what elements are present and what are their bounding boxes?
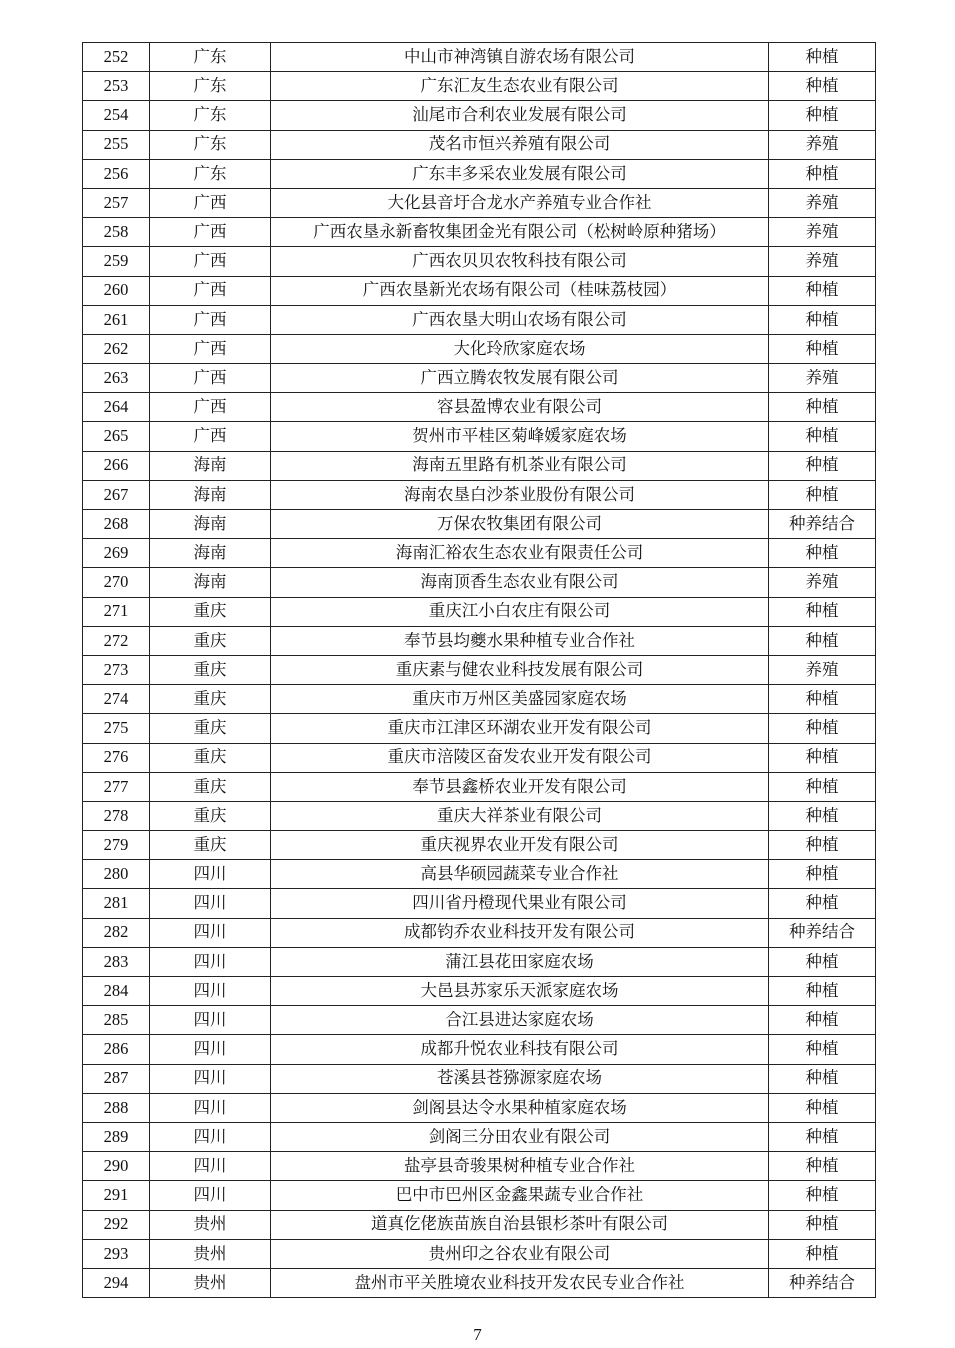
enterprise-name-cell: 巴中市巴州区金鑫果蔬专业合作社 (271, 1181, 769, 1210)
enterprise-name-cell: 奉节县均夔水果种植专业合作社 (271, 626, 769, 655)
row-number: 290 (83, 1152, 150, 1181)
row-number: 280 (83, 860, 150, 889)
category-cell: 养殖 (769, 218, 876, 247)
province-cell: 四川 (150, 1181, 271, 1210)
category-cell: 种植 (769, 1181, 876, 1210)
category-cell: 种植 (769, 1064, 876, 1093)
enterprise-name-cell: 贵州印之谷农业有限公司 (271, 1239, 769, 1268)
category-cell: 种植 (769, 1093, 876, 1122)
category-cell: 种植 (769, 1210, 876, 1239)
province-cell: 重庆 (150, 831, 271, 860)
enterprise-name-cell: 剑阁县达令水果种植家庭农场 (271, 1093, 769, 1122)
enterprise-name-cell: 中山市神湾镇自游农场有限公司 (271, 43, 769, 72)
table-row (83, 1035, 876, 1064)
row-number: 256 (83, 159, 150, 188)
enterprise-name-cell: 蒲江县花田家庭农场 (271, 947, 769, 976)
row-number: 253 (83, 72, 150, 101)
category-cell: 种植 (769, 947, 876, 976)
table-row (83, 1064, 876, 1093)
province-cell: 广东 (150, 72, 271, 101)
row-number: 262 (83, 334, 150, 363)
table-row (83, 72, 876, 101)
category-cell: 种植 (769, 1152, 876, 1181)
category-cell: 种植 (769, 539, 876, 568)
table-row (83, 451, 876, 480)
row-number: 272 (83, 626, 150, 655)
row-number: 257 (83, 188, 150, 217)
province-cell: 重庆 (150, 597, 271, 626)
enterprise-name-cell: 盐亭县奇骏果树种植专业合作社 (271, 1152, 769, 1181)
table-row (83, 218, 876, 247)
table-row (83, 480, 876, 509)
table-row (83, 276, 876, 305)
table-row (83, 568, 876, 597)
enterprise-name-cell: 汕尾市合利农业发展有限公司 (271, 101, 769, 130)
row-number: 293 (83, 1239, 150, 1268)
table-row (83, 247, 876, 276)
row-number: 286 (83, 1035, 150, 1064)
enterprise-name-cell: 海南农垦白沙茶业股份有限公司 (271, 480, 769, 509)
enterprise-name-cell: 重庆市涪陵区奋发农业开发有限公司 (271, 743, 769, 772)
category-cell: 养殖 (769, 188, 876, 217)
row-number: 259 (83, 247, 150, 276)
province-cell: 重庆 (150, 743, 271, 772)
province-cell: 海南 (150, 510, 271, 539)
row-number: 287 (83, 1064, 150, 1093)
category-cell: 种植 (769, 334, 876, 363)
enterprise-name-cell: 成都钧乔农业科技开发有限公司 (271, 918, 769, 947)
province-cell: 重庆 (150, 772, 271, 801)
category-cell: 种植 (769, 597, 876, 626)
province-cell: 贵州 (150, 1239, 271, 1268)
enterprise-name-cell: 海南汇裕农生态农业有限责任公司 (271, 539, 769, 568)
category-cell: 种植 (769, 43, 876, 72)
row-number: 277 (83, 772, 150, 801)
row-number: 289 (83, 1122, 150, 1151)
row-number: 260 (83, 276, 150, 305)
row-number: 271 (83, 597, 150, 626)
enterprise-name-cell: 广东丰多采农业发展有限公司 (271, 159, 769, 188)
province-cell: 四川 (150, 860, 271, 889)
category-cell: 种植 (769, 743, 876, 772)
enterprise-name-cell: 盘州市平关胜境农业科技开发农民专业合作社 (271, 1268, 769, 1297)
category-cell: 种植 (769, 159, 876, 188)
table-row (83, 772, 876, 801)
table-body (83, 43, 876, 1298)
row-number: 252 (83, 43, 150, 72)
province-cell: 海南 (150, 451, 271, 480)
province-cell: 广西 (150, 334, 271, 363)
category-cell: 种植 (769, 714, 876, 743)
category-cell: 养殖 (769, 130, 876, 159)
province-cell: 广西 (150, 188, 271, 217)
row-number: 270 (83, 568, 150, 597)
enterprise-name-cell: 海南五里路有机茶业有限公司 (271, 451, 769, 480)
category-cell: 种植 (769, 101, 876, 130)
table-row (83, 393, 876, 422)
table-row (83, 860, 876, 889)
category-cell: 种植 (769, 860, 876, 889)
category-cell: 种植 (769, 451, 876, 480)
category-cell: 种植 (769, 831, 876, 860)
enterprise-list-table (82, 42, 876, 1298)
enterprise-name-cell: 合江县进达家庭农场 (271, 1006, 769, 1035)
enterprise-name-cell: 广东汇友生态农业有限公司 (271, 72, 769, 101)
table-row (83, 159, 876, 188)
table-row (83, 510, 876, 539)
enterprise-name-cell: 成都升悦农业科技有限公司 (271, 1035, 769, 1064)
table-row (83, 947, 876, 976)
row-number: 278 (83, 801, 150, 830)
enterprise-name-cell: 大邑县苏家乐天派家庭农场 (271, 977, 769, 1006)
category-cell: 种植 (769, 626, 876, 655)
enterprise-name-cell: 高县华硕园蔬菜专业合作社 (271, 860, 769, 889)
province-cell: 四川 (150, 918, 271, 947)
enterprise-name-cell: 苍溪县苍猕源家庭农场 (271, 1064, 769, 1093)
province-cell: 广西 (150, 247, 271, 276)
row-number: 266 (83, 451, 150, 480)
table-row (83, 685, 876, 714)
table-row (83, 801, 876, 830)
row-number: 283 (83, 947, 150, 976)
enterprise-name-cell: 广西农垦永新畜牧集团金光有限公司（松树岭原种猪场） (271, 218, 769, 247)
province-cell: 四川 (150, 1122, 271, 1151)
enterprise-name-cell: 广西农贝贝农牧科技有限公司 (271, 247, 769, 276)
category-cell: 种植 (769, 1239, 876, 1268)
table-row (83, 334, 876, 363)
category-cell: 种植 (769, 480, 876, 509)
enterprise-name-cell: 道真仡佬族苗族自治县银杉茶叶有限公司 (271, 1210, 769, 1239)
enterprise-name-cell: 贺州市平桂区菊峰媛家庭农场 (271, 422, 769, 451)
table-row (83, 597, 876, 626)
province-cell: 广东 (150, 159, 271, 188)
category-cell: 养殖 (769, 247, 876, 276)
enterprise-name-cell: 万保农牧集团有限公司 (271, 510, 769, 539)
category-cell: 养殖 (769, 655, 876, 684)
province-cell: 贵州 (150, 1268, 271, 1297)
enterprise-name-cell: 广西立腾农牧发展有限公司 (271, 364, 769, 393)
row-number: 263 (83, 364, 150, 393)
table-row (83, 626, 876, 655)
table-row (83, 1210, 876, 1239)
province-cell: 广西 (150, 364, 271, 393)
province-cell: 四川 (150, 1152, 271, 1181)
province-cell: 四川 (150, 889, 271, 918)
row-number: 258 (83, 218, 150, 247)
row-number: 292 (83, 1210, 150, 1239)
table-row (83, 1152, 876, 1181)
province-cell: 广西 (150, 218, 271, 247)
category-cell: 种植 (769, 977, 876, 1006)
table-row (83, 743, 876, 772)
category-cell: 种植 (769, 422, 876, 451)
table-row (83, 422, 876, 451)
row-number: 264 (83, 393, 150, 422)
enterprise-name-cell: 重庆市万州区美盛园家庭农场 (271, 685, 769, 714)
province-cell: 重庆 (150, 626, 271, 655)
province-cell: 四川 (150, 977, 271, 1006)
enterprise-name-cell: 广西农垦大明山农场有限公司 (271, 305, 769, 334)
province-cell: 重庆 (150, 714, 271, 743)
table-row (83, 101, 876, 130)
row-number: 284 (83, 977, 150, 1006)
table-row (83, 130, 876, 159)
row-number: 265 (83, 422, 150, 451)
table-row (83, 977, 876, 1006)
row-number: 274 (83, 685, 150, 714)
table-row (83, 889, 876, 918)
row-number: 261 (83, 305, 150, 334)
row-number: 273 (83, 655, 150, 684)
province-cell: 四川 (150, 1035, 271, 1064)
category-cell: 种植 (769, 276, 876, 305)
table-row (83, 1093, 876, 1122)
category-cell: 种养结合 (769, 918, 876, 947)
table-row (83, 539, 876, 568)
category-cell: 种植 (769, 685, 876, 714)
category-cell: 种植 (769, 772, 876, 801)
row-number: 291 (83, 1181, 150, 1210)
category-cell: 种植 (769, 1122, 876, 1151)
enterprise-name-cell: 大化县音圩合龙水产养殖专业合作社 (271, 188, 769, 217)
category-cell: 养殖 (769, 568, 876, 597)
table-row (83, 1239, 876, 1268)
row-number: 267 (83, 480, 150, 509)
category-cell: 种养结合 (769, 1268, 876, 1297)
province-cell: 海南 (150, 539, 271, 568)
page-number: 7 (473, 1325, 482, 1344)
province-cell: 四川 (150, 1006, 271, 1035)
enterprise-name-cell: 重庆素与健农业科技发展有限公司 (271, 655, 769, 684)
row-number: 254 (83, 101, 150, 130)
enterprise-name-cell: 容县盈博农业有限公司 (271, 393, 769, 422)
row-number: 268 (83, 510, 150, 539)
table-row (83, 305, 876, 334)
table-row (83, 364, 876, 393)
province-cell: 海南 (150, 568, 271, 597)
table-row (83, 655, 876, 684)
province-cell: 重庆 (150, 655, 271, 684)
category-cell: 种植 (769, 72, 876, 101)
category-cell: 种植 (769, 889, 876, 918)
province-cell: 重庆 (150, 801, 271, 830)
enterprise-name-cell: 奉节县鑫桥农业开发有限公司 (271, 772, 769, 801)
province-cell: 广东 (150, 43, 271, 72)
table-row (83, 1268, 876, 1297)
province-cell: 广东 (150, 101, 271, 130)
category-cell: 养殖 (769, 364, 876, 393)
category-cell: 种养结合 (769, 510, 876, 539)
category-cell: 种植 (769, 1035, 876, 1064)
row-number: 285 (83, 1006, 150, 1035)
province-cell: 广西 (150, 422, 271, 451)
row-number: 269 (83, 539, 150, 568)
table-row (83, 714, 876, 743)
table-row (83, 1122, 876, 1151)
table-row (83, 1006, 876, 1035)
province-cell: 广西 (150, 305, 271, 334)
row-number: 281 (83, 889, 150, 918)
province-cell: 四川 (150, 1093, 271, 1122)
province-cell: 贵州 (150, 1210, 271, 1239)
province-cell: 广西 (150, 276, 271, 305)
category-cell: 种植 (769, 1006, 876, 1035)
table-row (83, 918, 876, 947)
enterprise-name-cell: 海南顶香生态农业有限公司 (271, 568, 769, 597)
enterprise-name-cell: 重庆大祥茶业有限公司 (271, 801, 769, 830)
province-cell: 重庆 (150, 685, 271, 714)
enterprise-name-cell: 茂名市恒兴养殖有限公司 (271, 130, 769, 159)
province-cell: 海南 (150, 480, 271, 509)
row-number: 275 (83, 714, 150, 743)
row-number: 276 (83, 743, 150, 772)
province-cell: 四川 (150, 947, 271, 976)
table-row (83, 188, 876, 217)
province-cell: 广西 (150, 393, 271, 422)
enterprise-name-cell: 广西农垦新光农场有限公司（桂味荔枝园） (271, 276, 769, 305)
table-row (83, 831, 876, 860)
province-cell: 四川 (150, 1064, 271, 1093)
category-cell: 种植 (769, 393, 876, 422)
table-row (83, 43, 876, 72)
row-number: 279 (83, 831, 150, 860)
row-number: 255 (83, 130, 150, 159)
row-number: 282 (83, 918, 150, 947)
enterprise-name-cell: 四川省丹橙现代果业有限公司 (271, 889, 769, 918)
table-row (83, 1181, 876, 1210)
enterprise-name-cell: 剑阁三分田农业有限公司 (271, 1122, 769, 1151)
row-number: 288 (83, 1093, 150, 1122)
enterprise-name-cell: 大化玲欣家庭农场 (271, 334, 769, 363)
category-cell: 种植 (769, 305, 876, 334)
province-cell: 广东 (150, 130, 271, 159)
enterprise-name-cell: 重庆视界农业开发有限公司 (271, 831, 769, 860)
category-cell: 种植 (769, 801, 876, 830)
enterprise-name-cell: 重庆江小白农庄有限公司 (271, 597, 769, 626)
row-number: 294 (83, 1268, 150, 1297)
enterprise-name-cell: 重庆市江津区环湖农业开发有限公司 (271, 714, 769, 743)
